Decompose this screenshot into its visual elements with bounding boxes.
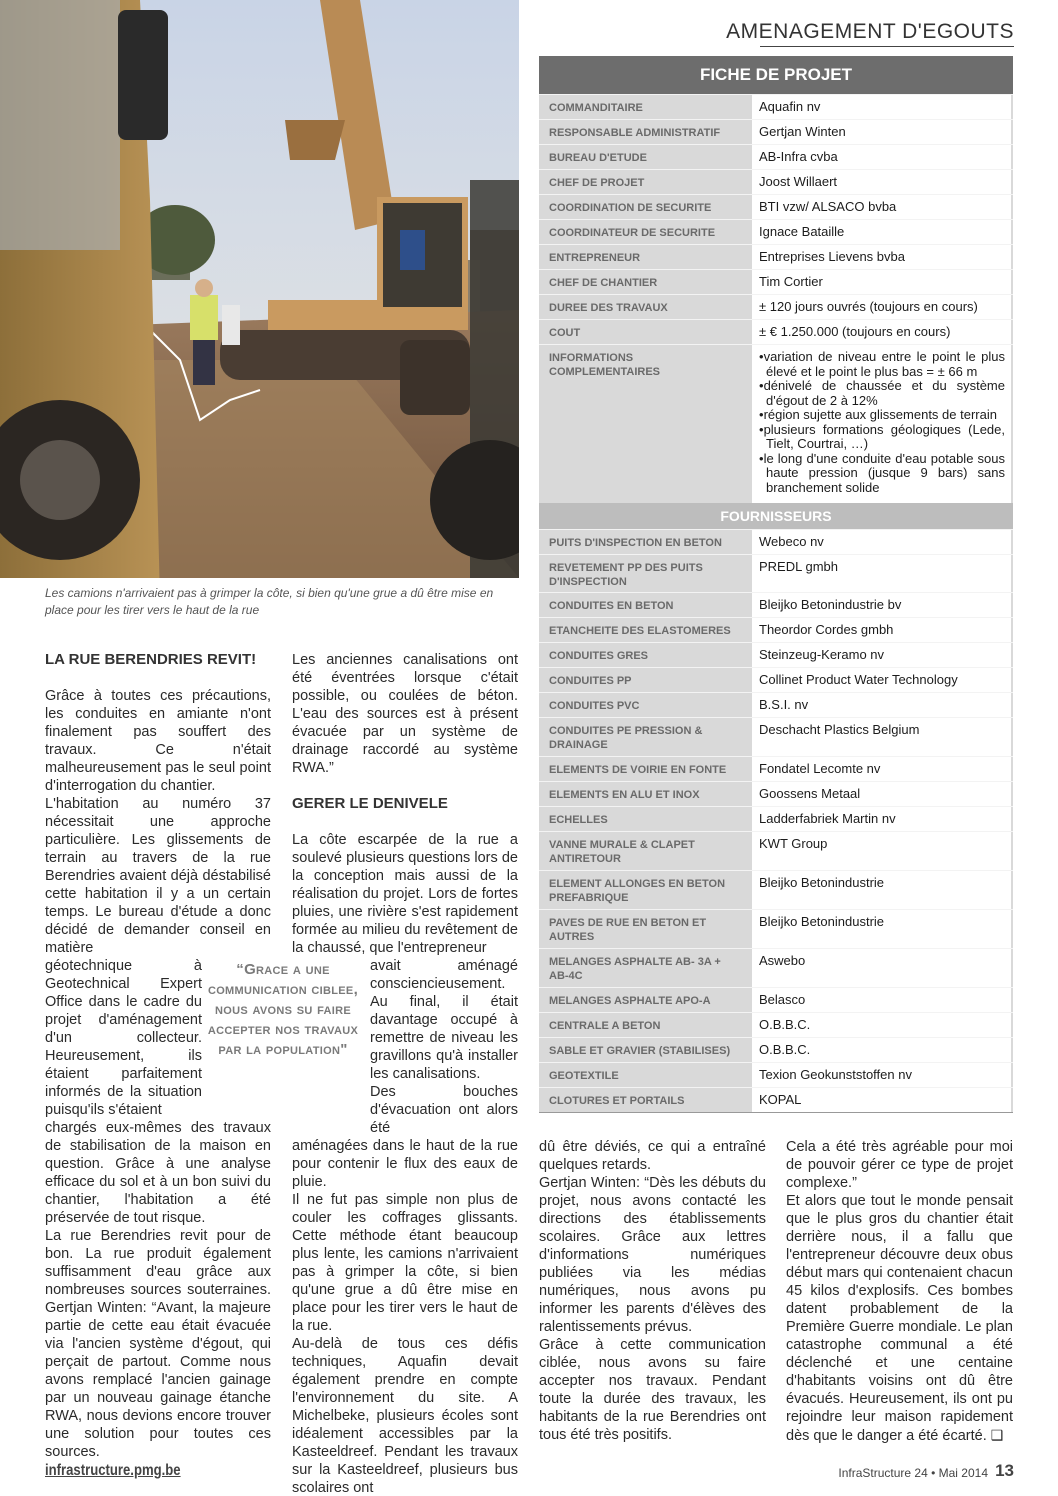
- supplier-row: [539, 592, 1013, 617]
- sheet-value: Theordor Cordes gmbh: [752, 618, 1011, 642]
- end-mark-icon: ❑: [990, 1427, 1004, 1443]
- sheet-value: ± € 1.250.000 (toujours en cours): [752, 320, 1011, 344]
- supplier-row: [539, 529, 1013, 554]
- sheet-row-coordinateur: [539, 219, 1013, 244]
- sheet-key: CENTRALE A BETON: [549, 1020, 661, 1032]
- sheet-key: ELEMENTS DE VOIRIE EN FONTE: [549, 764, 727, 776]
- sheet-key: COUT: [549, 327, 581, 339]
- suppliers-title: FOURNISSEURS: [539, 503, 1013, 529]
- paragraph: géotechnique à Geotechnical Expert Office dans le cadre du projet d'aménagement d'un collecteur. Heureusement, ils étaient parfaitement informés de la situation puisqu'ils s'étaient: [45, 958, 202, 1118]
- sheet-key: MELANGES ASPHALTE AB- 3A + AB-4C: [549, 956, 721, 982]
- sheet-key: REVETEMENT PP DES PUITS D'INSPECTION: [549, 562, 703, 588]
- paragraph: Grâce à toutes ces précautions, les conduites en amiante n'ont finalement pas souffert des travaux. Ce n'était malheureusement pas le seul point d'interrogation du chantier.: [45, 688, 271, 794]
- sheet-row-coordination: [539, 194, 1013, 219]
- supplier-row: [539, 1087, 1013, 1112]
- article-column-4: [786, 1138, 1013, 1445]
- sheet-key: GEOTEXTILE: [549, 1070, 619, 1082]
- info-item: • plusieurs formations géologiques (Lede, Tielt, Courtrai, …): [759, 423, 1005, 452]
- sheet-key: ELEMENT ALLONGES EN BETON PREFABRIQUE: [549, 878, 726, 904]
- sheet-key: CHEF DE CHANTIER: [549, 277, 658, 289]
- sheet-value: Texion Geokunststoffen nv: [752, 1063, 1011, 1087]
- sheet-row-duree: [539, 294, 1013, 319]
- sheet-value: ± 120 jours ouvrés (toujours en cours): [752, 295, 1011, 319]
- sheet-key: SABLE ET GRAVIER (STABILISES): [549, 1045, 731, 1057]
- sheet-value: Deschacht Plastics Belgium: [752, 718, 1011, 756]
- article-column-3: [539, 1138, 766, 1444]
- sheet-key: RESPONSABLE ADMINISTRATIF: [549, 127, 721, 139]
- sheet-value: Steinzeug-Keramo nv: [752, 643, 1011, 667]
- sheet-key: ETANCHEITE DES ELASTOMERES: [549, 625, 731, 637]
- paragraph: Grâce à cette communication ciblée, nous avons su faire accepter nos travaux. Pendant toute la durée des travaux, les habitants de la rue Berendries ont tous été très positifs.: [539, 1337, 766, 1443]
- sheet-row-commanditaire: [539, 94, 1013, 119]
- pull-quote: “Grace a une communication ciblee, nous avons su faire accepter nos travaux par la population": [207, 961, 359, 1058]
- page-number: 13: [995, 1461, 1014, 1480]
- paragraph: Au-delà de tous ces défis techniques, Aquafin devait également prendre en compte l'environnement du site. A Michelbeke, plusieurs écoles sont idéalement accessibles par la Kasteeldreef. Pendant les travaux sur la Kasteeldreef, plusieurs bus scolaires ont: [292, 1336, 518, 1496]
- paragraph: L'habitation au numéro 37 nécessitait une approche particulière. Les glissements de terrain au travers de la rue Berendries avaient déjà déstabilisé cette habitation il y a un certain temps. Le bureau d'étude a donc décidé de demander conseil en matière: [45, 796, 271, 956]
- info-item: • dénivelé de chaussée et du système d'égout de 2 à 12%: [759, 379, 1005, 408]
- paragraph: Les anciennes canalisations ont été éventrées lorsque c'était possible, ou coulées de béton. L'eau des sources est à présent évacuée par un système de drainage raccordé au système RWA.”: [292, 652, 518, 776]
- sheet-key: CONDUITES PE PRESSION & DRAINAGE: [549, 725, 703, 751]
- sheet-value: Bleijko Betonindustrie: [752, 871, 1011, 909]
- heading-gerer-denivele: GERER LE DENIVELE: [292, 795, 448, 812]
- sheet-key: CONDUITES EN BETON: [549, 600, 674, 612]
- sheet-key: CHEF DE PROJET: [549, 177, 645, 189]
- sheet-value: Gertjan Winten: [752, 120, 1011, 144]
- sheet-value: O.B.B.C.: [752, 1038, 1011, 1062]
- sheet-value: Tim Cortier: [752, 270, 1011, 294]
- supplier-row: [539, 756, 1013, 781]
- supplier-row: [539, 806, 1013, 831]
- supplier-row: [539, 831, 1013, 870]
- paragraph: Il ne fut pas simple non plus de couler les coffrages glissants. Cette méthode étant beaucoup plus lente, les camions n'arrivaient pas à grimper la côte, si bien qu'une grue a dû être mise en place pour les tirer vers le haut de la rue.: [292, 1192, 518, 1334]
- supplier-row: [539, 909, 1013, 948]
- sheet-key: COORDINATEUR DE SECURITE: [549, 227, 716, 239]
- sheet-key: CONDUITES PVC: [549, 700, 640, 712]
- sheet-value: Webeco nv: [752, 530, 1011, 554]
- paragraph: Des bouches d'évacuation ont alors été: [370, 1084, 518, 1136]
- sheet-value: Fondatel Lecomte nv: [752, 757, 1011, 781]
- sheet-value: AB-Infra cvba: [752, 145, 1011, 169]
- footer-issue: InfraStructure 24 • Mai 2014: [838, 1466, 988, 1480]
- paragraph: chargés eux-mêmes des travaux de stabilisation de la maison en question. Grâce à une analyse efficace du sol et à un bon suivi du chantier, l'habitation a été préservée de tout risque.: [45, 1120, 271, 1226]
- supplier-row: [539, 870, 1013, 909]
- project-sheet: [539, 56, 1013, 1113]
- paragraph: Gertjan Winten: “Dès les débuts du projet, nous avons contacté les directions des établissements scolaires. Grâce aux lettres d'informations numériques publiées via les médias numériques, nous avons pu informer les parents d'élèves des ralentissements prévus.: [539, 1175, 766, 1335]
- sheet-row-bureau: [539, 144, 1013, 169]
- sheet-value: KOPAL: [752, 1088, 1011, 1112]
- sheet-key: ELEMENTS EN ALU ET INOX: [549, 789, 700, 801]
- sheet-value: Bleijko Betonindustrie bv: [752, 593, 1011, 617]
- paragraph: dû être déviés, ce qui a entraîné quelques retards.: [539, 1139, 766, 1173]
- supplier-row: [539, 948, 1013, 987]
- sheet-value: Entreprises Lievens bvba: [752, 245, 1011, 269]
- sheet-key: CLOTURES ET PORTAILS: [549, 1095, 685, 1107]
- sheet-key: INFORMATIONS COMPLEMENTAIRES: [549, 352, 661, 378]
- heading-rue-revit: LA RUE BERENDRIES REVIT!: [45, 651, 257, 668]
- info-item: • région sujette aux glissements de terrain: [759, 408, 1005, 423]
- supplier-row: [539, 781, 1013, 806]
- paragraph: aménagées dans le haut de la rue pour contenir le flux des eaux de pluie.: [292, 1138, 518, 1190]
- sheet-value: O.B.B.C.: [752, 1013, 1011, 1037]
- paragraph: [786, 1192, 1013, 1445]
- paragraph: avait aménagé consciencieusement. Au final, il était davantage occupé à remettre de niveau les gravillons qu'à installer les canalisations.: [370, 958, 518, 1082]
- sheet-key: COORDINATION DE SECURITE: [549, 202, 712, 214]
- supplier-row: [539, 1062, 1013, 1087]
- paragraph: Cela a été très agréable pour moi de pouvoir gérer ce type de projet complexe.”: [786, 1139, 1013, 1191]
- sheet-key: ECHELLES: [549, 814, 608, 826]
- sheet-key: DUREE DES TRAVAUX: [549, 302, 668, 314]
- sheet-key: VANNE MURALE & CLAPET ANTIRETOUR: [549, 839, 695, 865]
- paragraph-text: Et alors que tout le monde pensait que le plus gros du chantier était derrière nous, il a fallu que l'entrepreneur découvre deux obus début mars qui contenaient chacun 45 kilos d'explosifs. Ces bombes datent probablement de la Première Guerre mondiale. Le plan catastrophe communal a été déclenché et une centaine d'habitants voisins ont dû être évacués. Heureusement, ils ont pu rejoindre leur maison rapidement dès que le danger a été écarté.: [786, 1193, 1013, 1444]
- supplier-row: [539, 987, 1013, 1012]
- construction-photo: [0, 0, 519, 578]
- section-rule: [760, 46, 1014, 47]
- paragraph: La rue Berendries revit pour de bon. La rue produit également suffisamment d'eau grâce aux nombreuses sources souterraines. Gertjan Winten: “Avant, la majeure partie de cette eau était évacuée via l'ancien système d'égout, qui perçait de partout. Comme nous avons remplacé l'ancien gainage par un nouveau gainage étanche RWA, nous devions encore trouver une solution pour toutes ces sources.: [45, 1228, 271, 1460]
- paragraph: La côte escarpée de la rue a soulevé plusieurs questions lors de la conception mais aussi de la réalisation du projet. Lors de fortes pluies, une rivière s'est rapidement formée au milieu du revêtement de la chaussé, que l'entrepreneur: [292, 832, 518, 956]
- supplier-row: [539, 617, 1013, 642]
- sheet-value: Ignace Bataille: [752, 220, 1011, 244]
- sheet-key: BUREAU D'ETUDE: [549, 152, 647, 164]
- supplier-row: [539, 692, 1013, 717]
- supplier-row: [539, 554, 1013, 592]
- sheet-value: Collinet Product Water Technology: [752, 668, 1011, 692]
- sheet-row-informations: [539, 344, 1013, 503]
- sheet-row-chef-projet: [539, 169, 1013, 194]
- supplier-row: [539, 667, 1013, 692]
- project-sheet-title: FICHE DE PROJET: [539, 56, 1013, 94]
- sheet-key: ENTREPRENEUR: [549, 252, 641, 264]
- sheet-value: KWT Group: [752, 832, 1011, 870]
- sheet-value: BTI vzw/ ALSACO bvba: [752, 195, 1011, 219]
- sheet-key: PUITS D'INSPECTION EN BETON: [549, 537, 722, 549]
- article-column-2: [292, 651, 518, 1496]
- sheet-value: B.S.I. nv: [752, 693, 1011, 717]
- sheet-key: CONDUITES GRES: [549, 650, 649, 662]
- sheet-value-list: [752, 345, 1011, 503]
- supplier-row: [539, 1037, 1013, 1062]
- footer-website-link[interactable]: infrastructure.pmg.be: [45, 1462, 181, 1479]
- sheet-row-cout: [539, 319, 1013, 344]
- sheet-value: Bleijko Betonindustrie: [752, 910, 1011, 948]
- supplier-row: [539, 1012, 1013, 1037]
- sheet-row-chef-chantier: [539, 269, 1013, 294]
- sheet-value: Goossens Metaal: [752, 782, 1011, 806]
- info-item: • le long d'une conduite d'eau potable sous haute pression (jusque 9 bars) sans branchement solide: [759, 452, 1005, 496]
- sheet-value: Belasco: [752, 988, 1011, 1012]
- sheet-value: Aswebo: [752, 949, 1011, 987]
- sheet-key: MELANGES ASPHALTE APO-A: [549, 995, 711, 1007]
- sheet-value: Joost Willaert: [752, 170, 1011, 194]
- sheet-value: PREDL gmbh: [752, 555, 1011, 592]
- sheet-value: Aquafin nv: [752, 95, 1011, 119]
- info-item: • variation de niveau entre le point le plus élevé et le point le plus bas = ± 66 m: [759, 350, 1005, 379]
- sheet-row-entrepreneur: [539, 244, 1013, 269]
- supplier-row: [539, 717, 1013, 756]
- sheet-key: COMMANDITAIRE: [549, 102, 643, 114]
- sheet-key: CONDUITES PP: [549, 675, 632, 687]
- sheet-row-responsable: [539, 119, 1013, 144]
- photo-caption: Les camions n'arrivaient pas à grimper la côte, si bien qu'une grue a dû être mise en place pour les tirer vers le haut de la rue: [45, 586, 494, 617]
- sheet-key: PAVES DE RUE EN BETON ET AUTRES: [549, 917, 707, 943]
- supplier-row: [539, 642, 1013, 667]
- section-title: AMENAGEMENT D'EGOUTS: [726, 20, 1014, 43]
- sheet-value: Ladderfabriek Martin nv: [752, 807, 1011, 831]
